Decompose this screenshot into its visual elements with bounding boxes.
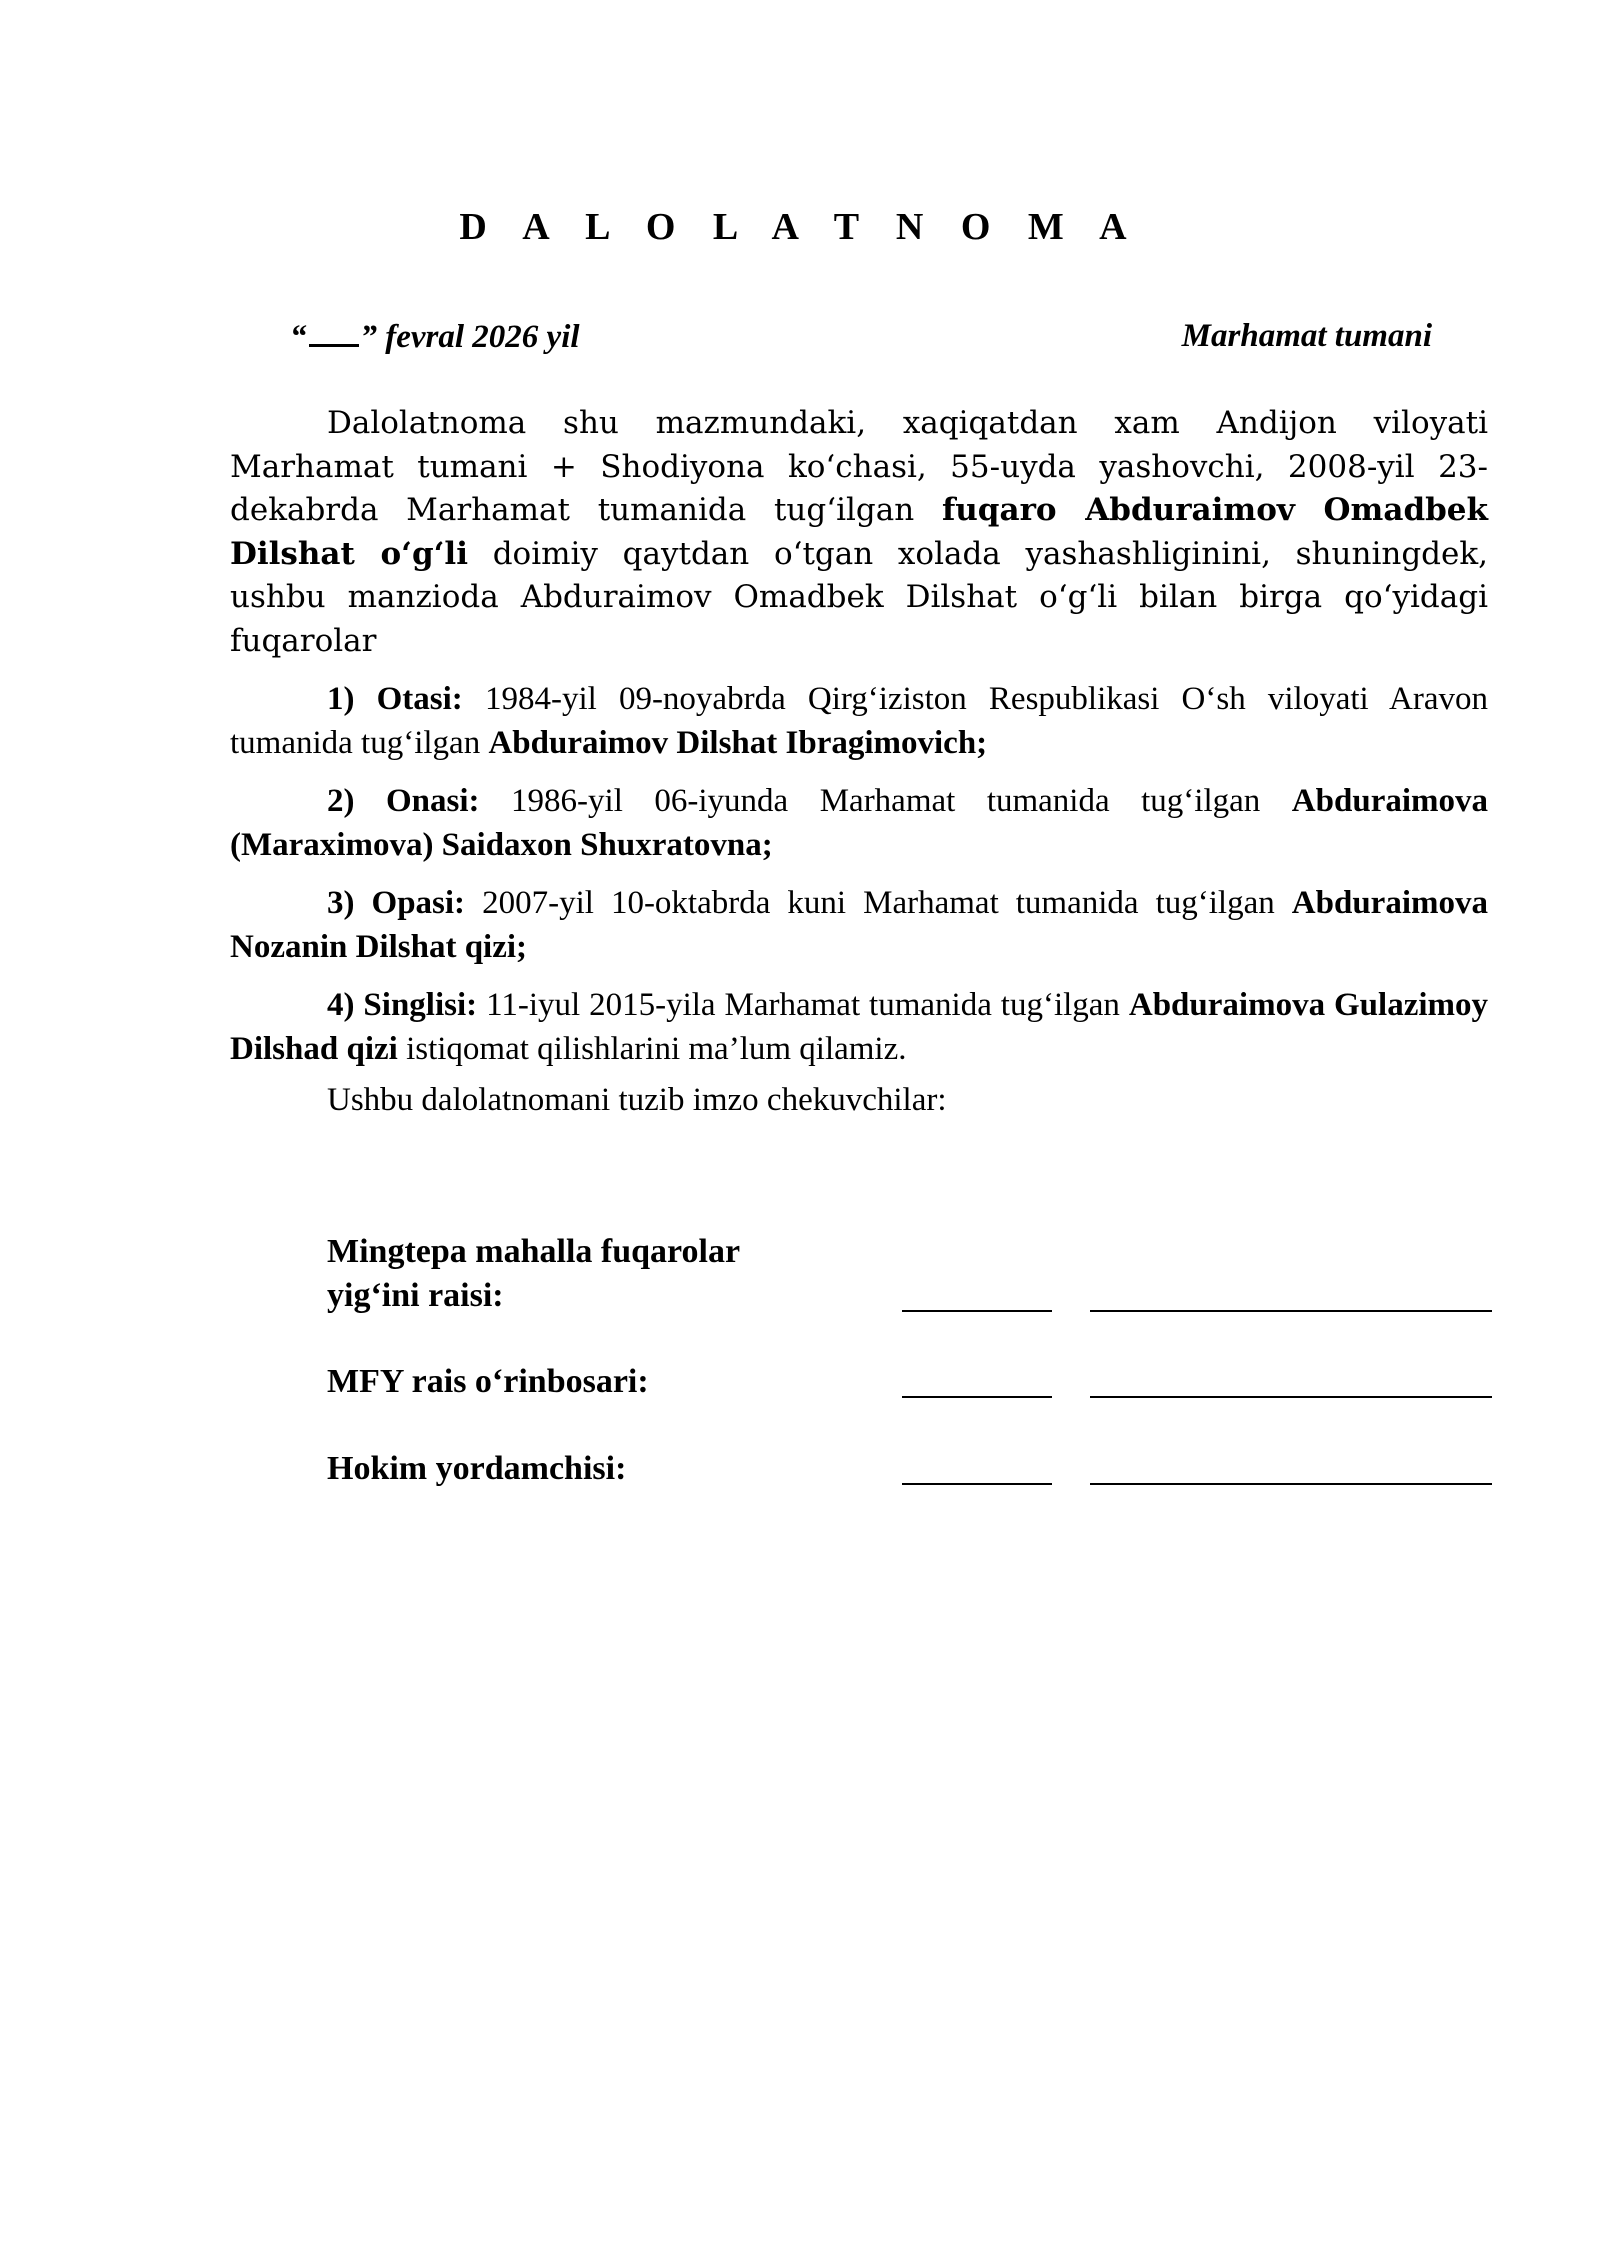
date-close-quote: ” bbox=[360, 319, 377, 355]
document-place: Marhamat tumani bbox=[1181, 318, 1432, 354]
document-title: D A L O L A T N O M A bbox=[459, 206, 1141, 248]
family-member-item bbox=[230, 780, 1488, 867]
intro-text-2: doimiy qaytdan o‘tgan xolada yashashliginini, shuningdek, ushbu manzioda Abduraimov Omadbek Dilshat o‘g‘li bilan birga qo‘yidagi fuqarolar bbox=[230, 535, 1488, 659]
family-member-name: Abduraimova (Maraximova) Saidaxon Shuxratovna; bbox=[230, 783, 1488, 863]
date-day-blank bbox=[309, 318, 359, 347]
name-line bbox=[1090, 1310, 1492, 1312]
intro-text-1: Dalolatnoma shu mazmundaki, xaqiqatdan xam Andijon viloyati Marhamat tumani + Shodiyona ko‘chasi, 55-uyda yashovchi, 2008-yil 23-dekabrda Marhamat tumanida tug‘ilgan bbox=[230, 405, 1488, 528]
family-member-item bbox=[230, 984, 1488, 1071]
signers-intro: Ushbu dalolatnomani tuzib imzo chekuvchilar: bbox=[327, 1082, 947, 1118]
intro-paragraph bbox=[230, 402, 1488, 663]
name-line bbox=[1090, 1483, 1492, 1485]
signature-line bbox=[902, 1483, 1052, 1485]
date-month-year: fevral 2026 yil bbox=[377, 319, 580, 355]
family-member-name: Abduraimov Dilshat Ibragimovich; bbox=[488, 724, 988, 761]
intro-citizen-name: fuqaro Abduraimov Omadbek Dilshat o‘g‘li bbox=[230, 492, 1488, 572]
document-body bbox=[230, 402, 1488, 1086]
signature-line bbox=[902, 1310, 1052, 1312]
signer-role: MFY rais o‘rinbosari: bbox=[327, 1363, 649, 1400]
document-date bbox=[290, 318, 580, 356]
signature-row bbox=[327, 1401, 1492, 1491]
family-member-text: 2007-yil 10-oktabrda kuni Marhamat tumanida tug‘ilgan bbox=[465, 885, 1292, 921]
signature-row bbox=[327, 1228, 1492, 1318]
family-member-text: 1986-yil 06-iyunda Marhamat tumanida tug‘ilgan bbox=[479, 783, 1292, 819]
family-member-label: 1) Otasi: bbox=[327, 681, 463, 717]
family-member-label: 3) Opasi: bbox=[327, 885, 466, 921]
family-member-tail: istiqomat qilishlarini ma’lum qilamiz. bbox=[397, 1030, 907, 1067]
date-open-quote: “ bbox=[290, 319, 307, 355]
signature-line bbox=[902, 1396, 1052, 1398]
family-member-name: Abduraimova Nozanin Dilshat qizi; bbox=[230, 885, 1488, 965]
family-member-label: 2) Onasi: bbox=[327, 783, 480, 819]
family-member-text: 1984-yil 09-noyabrda Qirg‘iziston Respublikasi O‘sh viloyati Aravon tumanida tug‘ilgan bbox=[230, 681, 1488, 761]
family-member-item bbox=[230, 882, 1488, 969]
signer-role: Hokim yordamchisi: bbox=[327, 1450, 627, 1487]
signer-role: Mingtepa mahalla fuqarolar yig‘ini raisi: bbox=[327, 1233, 741, 1314]
family-member-name: Abduraimova Gulazimoy Dilshad qizi bbox=[230, 987, 1488, 1067]
signature-row bbox=[327, 1314, 1492, 1404]
family-member-label: 4) Singlisi: bbox=[327, 987, 478, 1023]
family-member-item bbox=[230, 678, 1488, 765]
name-line bbox=[1090, 1396, 1492, 1398]
family-member-text: 11-iyul 2015-yila Marhamat tumanida tug‘ilgan bbox=[477, 987, 1129, 1023]
